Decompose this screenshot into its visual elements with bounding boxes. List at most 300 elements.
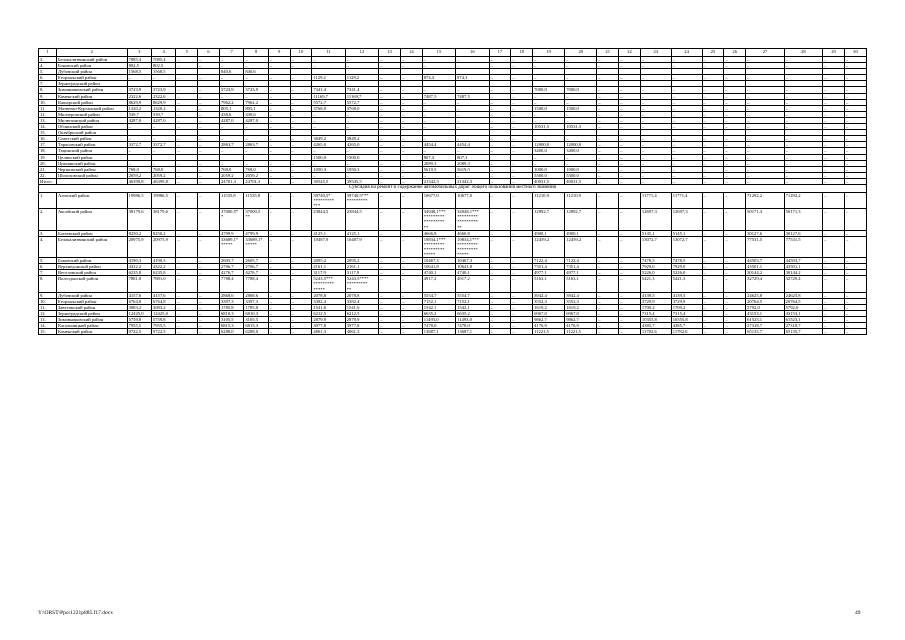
table-cell: Шолоховский район [56, 172, 127, 178]
table-cell: – [619, 192, 641, 208]
table-cell: – [511, 310, 533, 316]
table-cell: 2095,2 [312, 258, 345, 264]
table-cell: 6288,0 [244, 329, 268, 335]
table-cell: 4322,2 [151, 264, 175, 270]
table-cell: – [290, 192, 312, 208]
table-cell: – [198, 75, 220, 81]
table-cell: – [198, 230, 220, 236]
table-cell: 2059,2 [151, 172, 175, 178]
table-cell: 12892,7 [533, 209, 565, 230]
table-cell: – [724, 136, 746, 142]
table-cell: 23844,5 [345, 209, 378, 230]
table-row [39, 192, 867, 208]
table-cell: – [823, 160, 845, 166]
table-cell: 4385,7 [640, 323, 671, 329]
table-cell: – [456, 99, 489, 105]
table-cell: – [844, 209, 866, 230]
table-cell: 21342,3 [422, 178, 455, 184]
table-cell: 3729,9 [640, 298, 671, 304]
table-cell: 46399,8 [151, 178, 175, 184]
table-cell: 11535,8 [219, 192, 243, 208]
table-cell: 6235,8 [127, 270, 151, 276]
table-cell: 7 [219, 49, 243, 57]
table-cell: – [511, 192, 533, 208]
table-cell: – [268, 124, 290, 130]
table-cell: – [619, 117, 641, 123]
table-cell: 3 [127, 49, 151, 57]
table-cell: 7122,4 [565, 258, 597, 264]
table-cell: 8. [39, 87, 57, 93]
table-cell: 805,1 [219, 105, 243, 111]
table-cell: – [565, 117, 597, 123]
table-cell: – [400, 117, 422, 123]
table-cell: 5300,0 [565, 172, 597, 178]
table-cell: 12459,2 [565, 236, 597, 257]
table-cell: – [640, 105, 671, 111]
table-cell: – [422, 124, 455, 130]
table-cell: – [640, 57, 671, 63]
table-cell: – [379, 136, 401, 142]
table-cell: – [844, 75, 866, 81]
table-cell: – [702, 99, 724, 105]
table-cell: – [176, 93, 198, 99]
table-cell: – [619, 93, 641, 99]
table-cell: 4157,6 [127, 292, 151, 298]
table-cell: – [640, 148, 671, 154]
table-cell: 24 [671, 49, 702, 57]
table-cell: 7122,4 [533, 258, 565, 264]
table-cell: – [597, 63, 619, 69]
table-cell: 34948,1*** ********* ********* ** [422, 209, 455, 230]
table-cell: – [489, 136, 511, 142]
table-cell: – [746, 63, 785, 69]
table-cell: – [823, 230, 845, 236]
table-cell: – [489, 230, 511, 236]
table-cell: 768,0 [219, 166, 243, 172]
table-cell: 3849,2 [345, 136, 378, 142]
table-cell: – [671, 124, 702, 130]
table-cell: – [198, 111, 220, 117]
table-cell: – [823, 209, 845, 230]
table-cell: – [511, 172, 533, 178]
table-cell: 4139,5 [671, 292, 702, 298]
table-cell: – [702, 310, 724, 316]
table-cell: – [784, 75, 823, 81]
table-cell: – [702, 124, 724, 130]
table-cell: – [345, 148, 378, 154]
table-cell: – [844, 124, 866, 130]
table-cell: 8. [39, 276, 57, 292]
table-cell: 13. [39, 317, 57, 323]
table-cell: – [511, 57, 533, 63]
table-cell: – [176, 63, 198, 69]
table-cell: 37000,5 ** [244, 209, 268, 230]
table-cell: – [619, 292, 641, 298]
table-cell: – [400, 148, 422, 154]
table-cell: – [198, 317, 220, 323]
table-cell: – [702, 172, 724, 178]
table-cell: 20. [39, 160, 57, 166]
table-cell: – [268, 87, 290, 93]
table-cell: 11210,9 [565, 192, 597, 208]
table-cell: – [312, 172, 345, 178]
table-cell: – [290, 178, 312, 184]
table-cell: – [619, 160, 641, 166]
table-cell: 2089,3 [456, 160, 489, 166]
table-cell: – [268, 63, 290, 69]
table-cell: – [379, 329, 401, 335]
table-cell: – [640, 142, 671, 148]
table-cell: 19834,1*** ********* ********* ***** [422, 236, 455, 257]
table-cell: 5163,1 [565, 276, 597, 292]
table-cell: 1619,2 [565, 304, 597, 310]
table-cell: – [511, 105, 533, 111]
table-cell: 10531,5 [533, 124, 565, 130]
table-cell: – [176, 117, 198, 123]
table-cell: – [379, 310, 401, 316]
table-cell: 11493,0 [422, 317, 455, 323]
table-cell: 7881,0 [151, 276, 175, 292]
table-cell: 6. [39, 75, 57, 81]
table-cell: – [823, 236, 845, 257]
table-cell: – [671, 148, 702, 154]
table-cell: 12425,0 [151, 310, 175, 316]
table-cell: – [345, 63, 378, 69]
table-cell: – [724, 105, 746, 111]
table-cell: 5226,0 [671, 270, 702, 276]
table-cell: 4799,9 [219, 230, 243, 236]
table-cell: 37000,5* * [219, 209, 243, 230]
table-cell: Багаевский район [56, 230, 127, 236]
table-cell: 20 [565, 49, 597, 57]
table-cell: – [597, 154, 619, 160]
table-cell: – [489, 317, 511, 323]
table-cell: – [379, 142, 401, 148]
table-cell: – [511, 111, 533, 117]
table-cell: – [724, 111, 746, 117]
table-cell: 6. [39, 264, 57, 270]
table-cell: – [640, 178, 671, 184]
table-cell: 71292,2 [784, 192, 823, 208]
table-cell: – [290, 75, 312, 81]
table-cell: 38179,6 [151, 209, 175, 230]
table-cell: – [597, 298, 619, 304]
table-cell: – [176, 276, 198, 292]
table-cell: 2. [39, 209, 57, 230]
table-cell: Октябрьский район [56, 130, 127, 136]
table-cell: 4917,2 [422, 276, 455, 292]
table-cell: – [400, 57, 422, 63]
table-cell: 5 [176, 49, 198, 57]
table-cell: – [312, 148, 345, 154]
table-cell: – [724, 75, 746, 81]
table-cell: 7. [39, 270, 57, 276]
table-cell: – [640, 93, 671, 99]
table-cell: – [290, 258, 312, 264]
table-cell: – [671, 99, 702, 105]
table-cell: – [565, 154, 597, 160]
table-cell: – [489, 99, 511, 105]
table-cell: – [400, 270, 422, 276]
table-cell: 1785,8 [219, 304, 243, 310]
table-cell: – [597, 236, 619, 257]
table-cell: – [379, 209, 401, 230]
table-cell: – [400, 172, 422, 178]
table-cell: – [823, 192, 845, 208]
table-cell: 5759,8 [151, 317, 175, 323]
table-cell: 7487,5 [422, 93, 455, 99]
table-cell: 4287,0 [219, 117, 243, 123]
table-cell: 3382,4 [345, 298, 378, 304]
table-cell: 12459,2 [533, 236, 565, 257]
table-cell: – [724, 154, 746, 160]
table-cell: 7962,2 [244, 99, 268, 105]
table-cell: 7478,5 [640, 258, 671, 264]
table-cell: – [844, 310, 866, 316]
table-cell: 4287,0 [244, 117, 268, 123]
table-cell: Верхнедонской район [56, 264, 127, 270]
table-cell: Белокалитвинский район [56, 57, 127, 63]
table-cell: – [746, 105, 785, 111]
table-cell: – [127, 124, 151, 130]
table-cell: 7085,4 [151, 57, 175, 63]
table-cell: – [400, 209, 422, 230]
table-cell: – [597, 160, 619, 166]
table-cell: 15. [39, 130, 57, 136]
table-cell: – [533, 57, 565, 63]
table-cell: – [176, 317, 198, 323]
table-cell: – [290, 230, 312, 236]
table-cell: 8629,9 [151, 99, 175, 105]
table-cell: 1568,5 [151, 69, 175, 75]
table-cell: – [312, 111, 345, 117]
table-cell: 50171,3 [784, 209, 823, 230]
table-cell: 26 [724, 49, 746, 57]
table-cell: – [702, 75, 724, 81]
table-cell: – [489, 209, 511, 230]
table-cell: – [597, 148, 619, 154]
table-cell: – [511, 75, 533, 81]
table-cell: – [823, 298, 845, 304]
table-cell: 11 [312, 49, 345, 57]
table-cell: – [640, 117, 671, 123]
table-cell: – [489, 75, 511, 81]
table-cell: 4276,7 [219, 270, 243, 276]
table-cell: – [176, 258, 198, 264]
table-cell: 77531,5 [746, 236, 785, 257]
table-cell: – [268, 166, 290, 172]
table-cell: – [702, 117, 724, 123]
table-cell: – [176, 136, 198, 142]
table-cell: – [290, 304, 312, 310]
table-cell: 7788,4 [219, 276, 243, 292]
table-cell: 8 [244, 49, 268, 57]
table-cell: – [702, 148, 724, 154]
table-cell: – [268, 329, 290, 335]
table-cell: – [268, 57, 290, 63]
table-cell: – [724, 93, 746, 99]
table-cell: – [151, 148, 175, 154]
table-cell: 21342,3 [456, 178, 489, 184]
table-cell: – [724, 57, 746, 63]
table-cell: – [176, 304, 198, 310]
table-cell: 5300,0 [533, 172, 565, 178]
table-cell: – [268, 148, 290, 154]
table-cell: – [176, 111, 198, 117]
table-cell: – [176, 87, 198, 93]
table-cell: – [724, 258, 746, 264]
table-cell: 2868,6 [244, 292, 268, 298]
table-cell: – [619, 329, 641, 335]
table-cell: 30127,6 [784, 230, 823, 236]
table-cell: – [597, 117, 619, 123]
table-cell: – [746, 142, 785, 148]
table-cell: 4900,1 [533, 230, 565, 236]
table-cell: – [268, 178, 290, 184]
table-cell: 20764,5 [784, 298, 823, 304]
table-cell: – [619, 99, 641, 105]
table-cell: – [400, 63, 422, 69]
table-cell: – [268, 276, 290, 292]
table-cell: – [619, 166, 641, 172]
table-cell: 29 [823, 49, 845, 57]
table-cell: 4287,0 [151, 117, 175, 123]
table-cell: – [290, 105, 312, 111]
table-cell: – [268, 317, 290, 323]
table-cell: – [290, 136, 312, 142]
table-cell: – [379, 236, 401, 257]
table-cell: – [400, 105, 422, 111]
table-cell: – [844, 136, 866, 142]
table-cell: 7929,0 [640, 264, 671, 270]
table-cell: – [823, 292, 845, 298]
table-cell: – [823, 304, 845, 310]
table-cell: – [823, 105, 845, 111]
table-cell: 3397,3 [219, 298, 243, 304]
table-cell: 4454,4 [456, 142, 489, 148]
table-cell: 25 [702, 49, 724, 57]
table-cell: 7478,5 [671, 258, 702, 264]
table-cell: 5145,1 [640, 230, 671, 236]
table-row [39, 236, 867, 257]
table-cell: – [724, 148, 746, 154]
table-cell: 7085,4 [127, 57, 151, 63]
table-cell: 16. [39, 136, 57, 142]
table-cell: – [176, 124, 198, 130]
table-cell: – [489, 329, 511, 335]
table-cell: Азовский район [56, 192, 127, 208]
table-cell: – [619, 298, 641, 304]
table-cell: – [784, 154, 823, 160]
table-cell: – [724, 87, 746, 93]
table-cell: 12 [345, 49, 378, 57]
table-cell: 1500,0 [312, 154, 345, 160]
table-cell: – [198, 99, 220, 105]
table-cell: 840,6 [219, 69, 243, 75]
table-cell: 20975,9 [151, 236, 175, 257]
table-cell: Цимлянский район [56, 160, 127, 166]
table-cell: 65135,7 [784, 329, 823, 335]
table-cell: – [489, 148, 511, 154]
table-cell: – [823, 264, 845, 270]
table-cell: 65135,7 [746, 329, 785, 335]
table-cell: – [400, 310, 422, 316]
table-cell: – [127, 75, 151, 81]
table-cell: – [400, 276, 422, 292]
table-cell: – [379, 270, 401, 276]
table-cell: – [671, 154, 702, 160]
table-cell: 9722,5 [151, 329, 175, 335]
table-cell: 5226,0 [640, 270, 671, 276]
table-cell: – [671, 63, 702, 69]
table-cell: 5163,1 [533, 276, 565, 292]
table-cell: 19834,1*** ********* ********* ***** [456, 236, 489, 257]
table-cell: – [844, 276, 866, 292]
table-cell: 1700,2 [640, 304, 671, 310]
table-cell: Кагальницкий район [56, 323, 127, 329]
table-cell: 11. [39, 105, 57, 111]
table-cell: – [702, 87, 724, 93]
table-cell: – [844, 166, 866, 172]
table-cell: 3729,9 [671, 298, 702, 304]
table-cell: – [151, 160, 175, 166]
table-cell: 2879,9 [312, 317, 345, 323]
table-cell: – [268, 99, 290, 105]
table-cell: 5792,0 [784, 304, 823, 310]
table-cell: 2879,9 [345, 317, 378, 323]
table-cell: 9. [39, 292, 57, 298]
table-cell: 1500,0 [533, 105, 565, 111]
table-cell: 6635,2 [456, 310, 489, 316]
table-cell: 7929,0 [671, 264, 702, 270]
table-cell: – [565, 75, 597, 81]
table-cell: – [823, 63, 845, 69]
table-cell: 3723,9 [219, 87, 243, 93]
table-cell: 7341,4 [312, 87, 345, 93]
table-cell: – [198, 329, 220, 335]
table-cell: – [198, 124, 220, 130]
table-cell: 13687,1 [456, 329, 489, 335]
table-cell: – [379, 93, 401, 99]
table-cell: – [400, 230, 422, 236]
table-cell: – [724, 323, 746, 329]
table-cell: – [268, 310, 290, 316]
table-cell: 6212,5 [312, 310, 345, 316]
table-cell: – [456, 111, 489, 117]
table-cell: 10. [39, 99, 57, 105]
table-cell: – [511, 264, 533, 270]
table-cell: – [489, 258, 511, 264]
table-cell: 4176,9 [533, 323, 565, 329]
table-cell: – [702, 105, 724, 111]
table-cell: 21. [39, 166, 57, 172]
table-cell: – [784, 111, 823, 117]
table-cell: – [198, 105, 220, 111]
table-cell: – [844, 304, 866, 310]
table-cell: – [597, 75, 619, 81]
table-cell: – [379, 160, 401, 166]
table-cell: 28 [784, 49, 823, 57]
table-cell: – [533, 160, 565, 166]
table-cell: – [268, 264, 290, 270]
table-cell: – [198, 310, 220, 316]
table-cell: – [268, 172, 290, 178]
table-cell: 3942,4 [565, 292, 597, 298]
table-cell: 4454,4 [422, 142, 455, 148]
table-cell: – [489, 264, 511, 270]
table-cell: – [844, 117, 866, 123]
table-cell: – [345, 57, 378, 63]
